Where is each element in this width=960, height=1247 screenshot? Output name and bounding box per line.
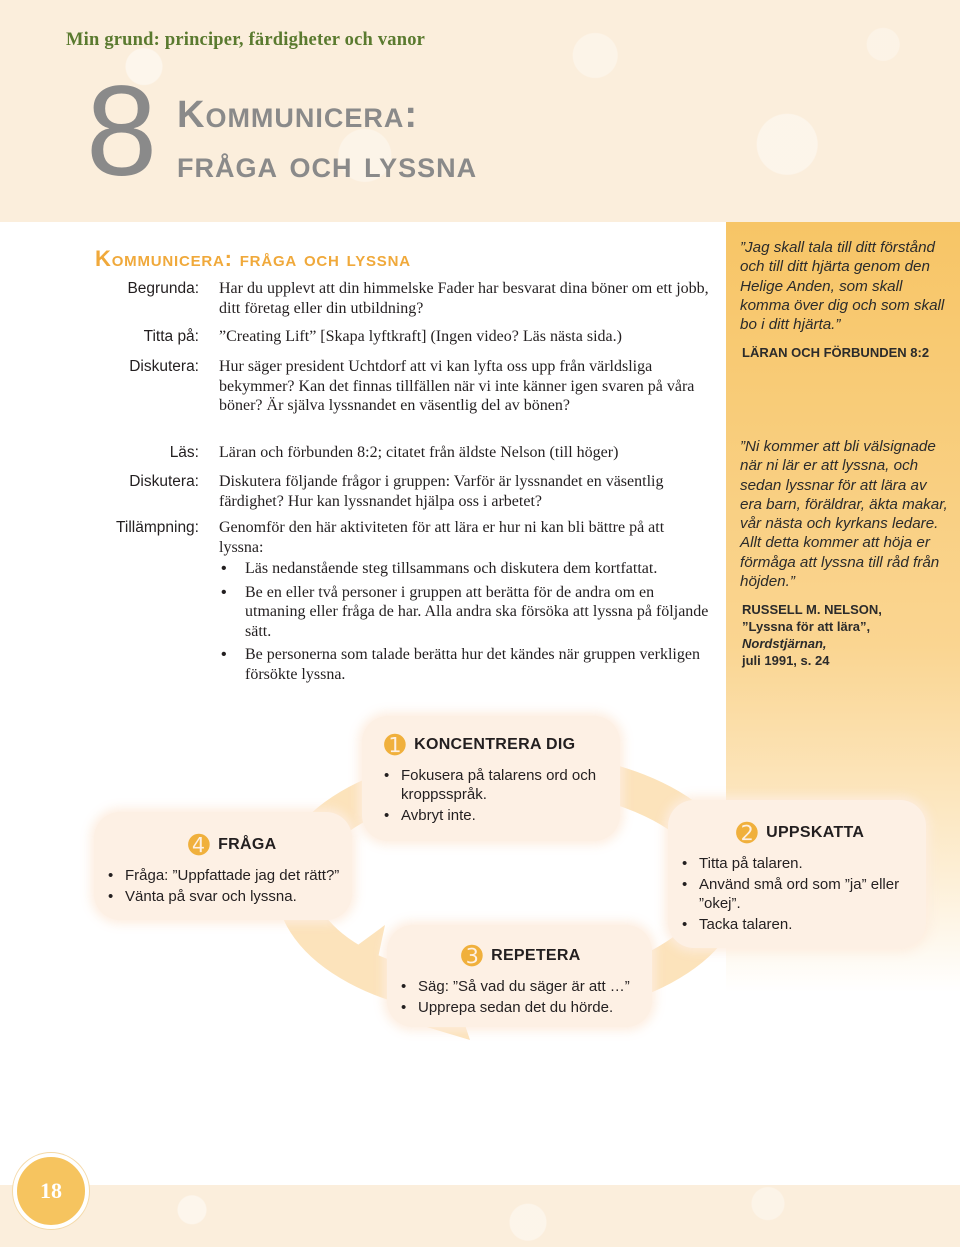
step-number-icon: ➌ xyxy=(461,941,484,971)
chapter-title-line-1: Kommunicera: xyxy=(177,94,419,136)
nelson-quote: ”Ni kommer att bli välsignade när ni lär er att lyssna, och sedan lyssnar för att lära av era barn, föräldrar, äkta makar, vår nästa och kyrkans ledare. Allt detta kommer att höja er förmåga att lyssna till råd från höjden.” xyxy=(740,438,948,591)
list-item: • Läs nedanstående steg tillsammans och diskutera dem kortfattat. xyxy=(221,560,658,577)
nelson-source xyxy=(740,601,950,669)
step-title: ➍ FRÅGA xyxy=(188,830,277,860)
sidebar-quote-1 xyxy=(740,238,950,361)
section-heading: Kommunicera: fråga och lyssna xyxy=(95,246,411,271)
footer-band xyxy=(0,1185,960,1247)
list-item: • Fråga: ”Uppfattade jag det rätt?” xyxy=(108,867,340,884)
list-item: • Be personerna som talade berätta hur det kändes när gruppen verkligen försökte lyssna. xyxy=(221,646,700,683)
scripture-source: LÄRAN OCH FÖRBUNDEN 8:2 xyxy=(742,345,930,361)
step-items xyxy=(108,866,342,906)
list-item: • Upprepa sedan det du hörde. xyxy=(401,999,614,1016)
row-text: ”Creating Lift” [Skapa lyftkraft] (Ingen video? Läs nästa sida.) xyxy=(219,328,622,345)
row-label: Diskutera: xyxy=(129,473,199,490)
sidebar-quote-2 xyxy=(740,437,950,669)
step-box-repetera xyxy=(387,925,652,1027)
row-label: Begrunda: xyxy=(127,280,199,297)
running-head: Min grund: principer, färdigheter och vanor xyxy=(66,30,426,50)
application-intro: Genomför den här aktiviteten för att lära er hur ni kan bli bättre på att lyssna: xyxy=(219,519,665,556)
bullet-icon: • xyxy=(108,867,114,884)
bullet-icon: • xyxy=(401,999,407,1016)
step-title: ➋ UPPSKATTA xyxy=(736,818,865,848)
step-box-koncentrera xyxy=(362,716,620,841)
bullet-icon: • xyxy=(682,855,688,872)
scripture-quote: ”Jag skall tala till ditt förstånd och till ditt hjärta genom den Helige Anden, som skall komma över dig och som skall bo i ditt hjärta.” xyxy=(740,239,945,334)
list-item: • Titta på talaren. xyxy=(682,855,803,872)
chapter-title xyxy=(177,90,477,190)
step-title: ➊ KONCENTRERA DIG xyxy=(384,730,576,760)
list-item: • Använd små ord som ”ja” eller ”okej”. xyxy=(682,876,900,912)
page-number-badge xyxy=(13,1153,89,1229)
row-text: Har du upplevt att din himmelske Fader har besvarat dina böner om ett jobb, ditt företag eller din utbildning? xyxy=(219,280,709,317)
step-box-uppskatta xyxy=(668,800,926,948)
step-title: ➌ REPETERA xyxy=(461,941,581,971)
bullet-icon: • xyxy=(384,767,390,784)
bullet-icon: • xyxy=(682,876,688,893)
bullet-icon: • xyxy=(221,583,227,601)
bullet-icon: • xyxy=(221,560,227,577)
row-label: Läs: xyxy=(169,444,199,461)
bullet-icon: • xyxy=(108,888,114,905)
nelson-source-title: ”Lyssna för att lära”, xyxy=(742,619,871,635)
list-item: • Be en eller två personer i gruppen att berätta för de andra om en utmaning eller fråga de har. Alla andra ska försöka att lyssna på följande sätt. xyxy=(221,583,709,640)
bullet-icon: • xyxy=(384,807,390,824)
step-number-icon: ➍ xyxy=(188,830,211,860)
step-box-fraga xyxy=(94,812,352,920)
chapter-number: 8 xyxy=(86,60,158,203)
bullet-icon: • xyxy=(401,978,407,995)
step-items xyxy=(682,854,914,934)
bullet-icon: • xyxy=(682,916,688,933)
step-number-icon: ➊ xyxy=(384,730,407,760)
row-text xyxy=(219,518,711,688)
row-text: Diskutera följande frågor i gruppen: Varför är lyssnandet en väsentlig färdighet? Hur kan lyssnandet hjälpa oss i arbetet? xyxy=(219,473,664,510)
row-label: Diskutera: xyxy=(129,358,199,375)
step-number-icon: ➋ xyxy=(736,818,759,848)
list-item: • Fokusera på talarens ord och kroppsspråk. xyxy=(384,767,597,803)
step-items xyxy=(401,977,640,1017)
chapter-title-line-2: fråga och lyssna xyxy=(177,144,478,186)
list-item: • Tacka talaren. xyxy=(682,916,793,933)
row-label: Tillämpning: xyxy=(116,519,199,536)
list-item: • Vänta på svar och lyssna. xyxy=(108,888,297,905)
page-number: 18 xyxy=(40,1178,62,1203)
application-bullets xyxy=(219,559,711,684)
list-item: • Säg: ”Så vad du säger är att …” xyxy=(401,978,630,995)
row-text: Hur säger president Uchtdorf att vi kan lyfta oss upp från världsliga bekymmer? Kan det finnas tillfällen när vi inte känner igen svaren på våra böner? Är själva lyssnandet en väsentlig del av bönen? xyxy=(219,358,695,414)
bullet-icon: • xyxy=(221,646,227,663)
row-text: Läran och förbunden 8:2; citatet från äldste Nelson (till höger) xyxy=(219,444,619,461)
step-items xyxy=(384,766,608,825)
list-item: • Avbryt inte. xyxy=(384,807,476,824)
nelson-source-publication: Nordstjärnan, xyxy=(742,636,827,652)
nelson-source-name: RUSSELL M. NELSON, xyxy=(742,602,882,618)
nelson-source-date: juli 1991, s. 24 xyxy=(742,653,830,669)
row-label: Titta på: xyxy=(143,328,199,345)
